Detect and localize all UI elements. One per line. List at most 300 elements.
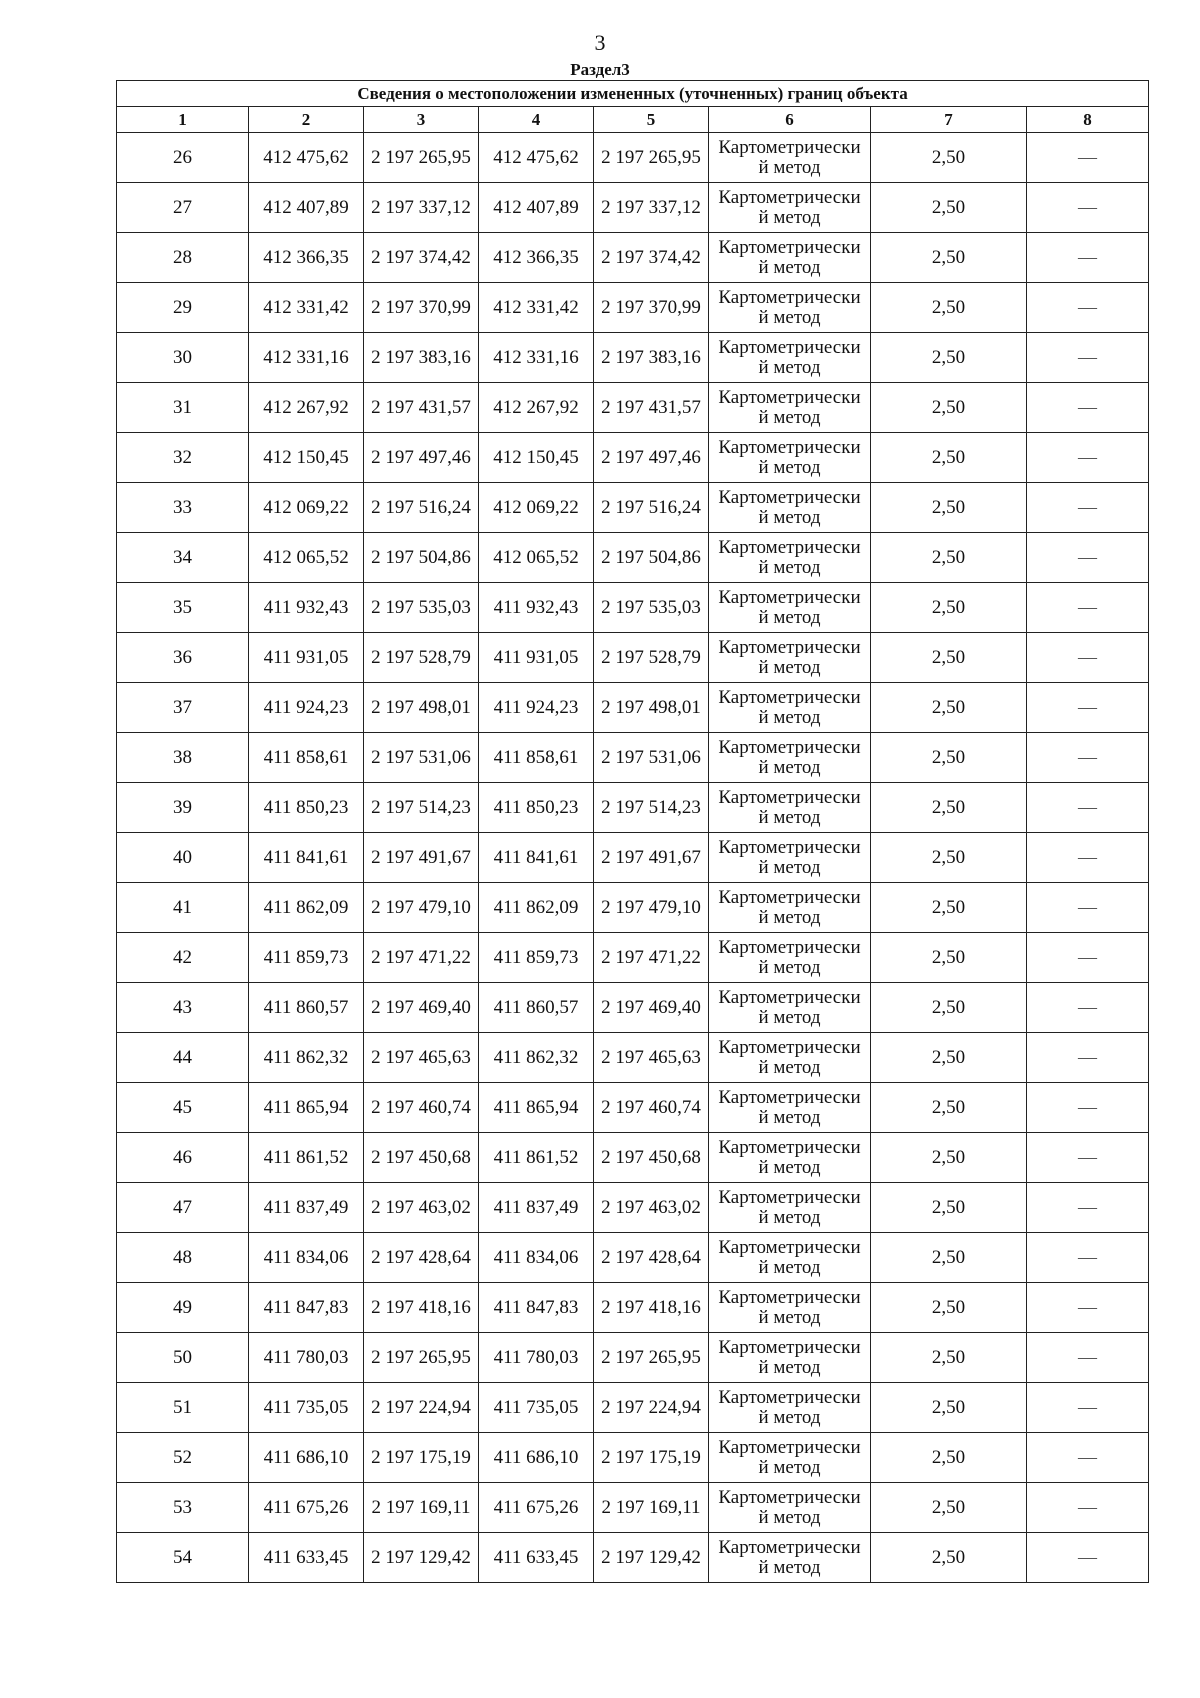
y-existing-cell: 2 197 465,63 — [364, 1033, 479, 1083]
y-refined-cell: 2 197 531,06 — [594, 733, 709, 783]
description-cell: — — [1027, 583, 1149, 633]
y-existing-cell: 2 197 531,06 — [364, 733, 479, 783]
y-refined-cell: 2 197 465,63 — [594, 1033, 709, 1083]
precision-cell: 2,50 — [871, 1233, 1027, 1283]
method-cell — [709, 333, 871, 383]
point-number-cell: 32 — [117, 433, 249, 483]
x-refined-cell: 411 847,83 — [479, 1283, 594, 1333]
y-refined-cell: 2 197 383,16 — [594, 333, 709, 383]
description-cell: — — [1027, 1133, 1149, 1183]
y-existing-cell: 2 197 528,79 — [364, 633, 479, 683]
y-existing-cell: 2 197 169,11 — [364, 1483, 479, 1533]
table-row — [117, 1433, 1149, 1483]
method-cell — [709, 133, 871, 183]
point-number-cell: 48 — [117, 1233, 249, 1283]
x-existing-cell: 412 407,89 — [249, 183, 364, 233]
column-number-row — [117, 107, 1149, 133]
y-refined-cell: 2 197 224,94 — [594, 1383, 709, 1433]
y-refined-cell: 2 197 504,86 — [594, 533, 709, 583]
method-line-1: Картометрически — [718, 1336, 861, 1358]
table-row — [117, 1183, 1149, 1233]
x-existing-cell: 411 633,45 — [249, 1533, 364, 1583]
y-existing-cell: 2 197 265,95 — [364, 1333, 479, 1383]
precision-cell: 2,50 — [871, 683, 1027, 733]
table-row — [117, 1033, 1149, 1083]
table-row — [117, 133, 1149, 183]
y-existing-cell: 2 197 431,57 — [364, 383, 479, 433]
column-header: 8 — [1027, 107, 1149, 133]
point-number-cell: 52 — [117, 1433, 249, 1483]
y-refined-cell: 2 197 497,46 — [594, 433, 709, 483]
description-cell: — — [1027, 1233, 1149, 1283]
method-cell — [709, 483, 871, 533]
y-refined-cell: 2 197 491,67 — [594, 833, 709, 883]
x-refined-cell: 411 834,06 — [479, 1233, 594, 1283]
x-existing-cell: 411 862,09 — [249, 883, 364, 933]
y-refined-cell: 2 197 428,64 — [594, 1233, 709, 1283]
method-line-1: Картометрически — [718, 1436, 861, 1458]
method-line-1: Картометрически — [718, 436, 861, 458]
method-line-1: Картометрически — [718, 1136, 861, 1158]
boundary-coordinates-table — [116, 80, 1149, 1583]
table-row — [117, 333, 1149, 383]
table-row — [117, 1333, 1149, 1383]
method-cell — [709, 1533, 871, 1583]
point-number-cell: 54 — [117, 1533, 249, 1583]
y-refined-cell: 2 197 418,16 — [594, 1283, 709, 1333]
x-existing-cell: 411 780,03 — [249, 1333, 364, 1383]
y-existing-cell: 2 197 535,03 — [364, 583, 479, 633]
y-existing-cell: 2 197 497,46 — [364, 433, 479, 483]
method-cell — [709, 1033, 871, 1083]
x-existing-cell: 411 861,52 — [249, 1133, 364, 1183]
y-refined-cell: 2 197 469,40 — [594, 983, 709, 1033]
x-existing-cell: 411 675,26 — [249, 1483, 364, 1533]
y-existing-cell: 2 197 469,40 — [364, 983, 479, 1033]
method-line-1: Картометрически — [718, 336, 861, 358]
y-existing-cell: 2 197 463,02 — [364, 1183, 479, 1233]
method-cell — [709, 183, 871, 233]
method-line-2: й метод — [758, 156, 821, 178]
y-existing-cell: 2 197 265,95 — [364, 133, 479, 183]
method-cell — [709, 1483, 871, 1533]
description-cell: — — [1027, 783, 1149, 833]
x-existing-cell: 411 924,23 — [249, 683, 364, 733]
y-refined-cell: 2 197 370,99 — [594, 283, 709, 333]
method-line-2: й метод — [758, 606, 821, 628]
x-existing-cell: 411 865,94 — [249, 1083, 364, 1133]
description-cell: — — [1027, 1033, 1149, 1083]
point-number-cell: 38 — [117, 733, 249, 783]
x-existing-cell: 412 475,62 — [249, 133, 364, 183]
x-existing-cell: 412 065,52 — [249, 533, 364, 583]
x-refined-cell: 411 924,23 — [479, 683, 594, 733]
y-refined-cell: 2 197 498,01 — [594, 683, 709, 733]
method-cell — [709, 233, 871, 283]
column-header: 2 — [249, 107, 364, 133]
description-cell: — — [1027, 733, 1149, 783]
point-number-cell: 26 — [117, 133, 249, 183]
method-line-2: й метод — [758, 856, 821, 878]
description-cell: — — [1027, 533, 1149, 583]
description-cell: — — [1027, 883, 1149, 933]
method-cell — [709, 933, 871, 983]
y-existing-cell: 2 197 129,42 — [364, 1533, 479, 1583]
y-existing-cell: 2 197 175,19 — [364, 1433, 479, 1483]
y-existing-cell: 2 197 370,99 — [364, 283, 479, 333]
section-title: Раздел3 — [570, 60, 630, 79]
x-refined-cell: 411 858,61 — [479, 733, 594, 783]
x-refined-cell: 411 850,23 — [479, 783, 594, 833]
column-header: 1 — [117, 107, 249, 133]
y-refined-cell: 2 197 175,19 — [594, 1433, 709, 1483]
point-number-cell: 44 — [117, 1033, 249, 1083]
precision-cell: 2,50 — [871, 1083, 1027, 1133]
method-line-1: Картометрически — [718, 786, 861, 808]
table-row — [117, 533, 1149, 583]
method-line-2: й метод — [758, 556, 821, 578]
table-row — [117, 833, 1149, 883]
description-cell: — — [1027, 1183, 1149, 1233]
x-existing-cell: 411 735,05 — [249, 1383, 364, 1433]
table-row — [117, 933, 1149, 983]
point-number-cell: 50 — [117, 1333, 249, 1383]
y-existing-cell: 2 197 491,67 — [364, 833, 479, 883]
table-row — [117, 1283, 1149, 1333]
table-row — [117, 433, 1149, 483]
method-cell — [709, 1333, 871, 1383]
x-existing-cell: 412 366,35 — [249, 233, 364, 283]
precision-cell: 2,50 — [871, 833, 1027, 883]
table-row — [117, 983, 1149, 1033]
method-cell — [709, 833, 871, 883]
point-number-cell: 31 — [117, 383, 249, 433]
x-refined-cell: 412 331,16 — [479, 333, 594, 383]
x-existing-cell: 411 858,61 — [249, 733, 364, 783]
method-line-1: Картометрически — [718, 686, 861, 708]
description-cell: — — [1027, 483, 1149, 533]
method-cell — [709, 283, 871, 333]
method-line-1: Картометрически — [718, 836, 861, 858]
y-refined-cell: 2 197 471,22 — [594, 933, 709, 983]
method-line-2: й метод — [758, 256, 821, 278]
method-line-1: Картометрически — [718, 986, 861, 1008]
point-number-cell: 30 — [117, 333, 249, 383]
table-row — [117, 883, 1149, 933]
precision-cell: 2,50 — [871, 1283, 1027, 1333]
y-existing-cell: 2 197 383,16 — [364, 333, 479, 383]
precision-cell: 2,50 — [871, 433, 1027, 483]
method-line-2: й метод — [758, 356, 821, 378]
precision-cell: 2,50 — [871, 483, 1027, 533]
y-refined-cell: 2 197 528,79 — [594, 633, 709, 683]
method-line-1: Картометрически — [718, 1186, 861, 1208]
method-line-1: Картометрически — [718, 1236, 861, 1258]
description-cell: — — [1027, 333, 1149, 383]
method-cell — [709, 1283, 871, 1333]
y-refined-cell: 2 197 374,42 — [594, 233, 709, 283]
x-refined-cell: 411 735,05 — [479, 1383, 594, 1433]
point-number-cell: 39 — [117, 783, 249, 833]
precision-cell: 2,50 — [871, 1383, 1027, 1433]
point-number-cell: 35 — [117, 583, 249, 633]
method-line-2: й метод — [758, 1356, 821, 1378]
method-line-1: Картометрически — [718, 236, 861, 258]
y-existing-cell: 2 197 514,23 — [364, 783, 479, 833]
method-line-1: Картометрически — [718, 286, 861, 308]
description-cell: — — [1027, 1533, 1149, 1583]
table-row — [117, 1383, 1149, 1433]
point-number-cell: 53 — [117, 1483, 249, 1533]
x-refined-cell: 412 475,62 — [479, 133, 594, 183]
x-refined-cell: 411 931,05 — [479, 633, 594, 683]
y-existing-cell: 2 197 504,86 — [364, 533, 479, 583]
precision-cell: 2,50 — [871, 183, 1027, 233]
y-refined-cell: 2 197 337,12 — [594, 183, 709, 233]
point-number-cell: 29 — [117, 283, 249, 333]
x-refined-cell: 411 860,57 — [479, 983, 594, 1033]
method-cell — [709, 1133, 871, 1183]
y-existing-cell: 2 197 418,16 — [364, 1283, 479, 1333]
precision-cell: 2,50 — [871, 233, 1027, 283]
x-existing-cell: 411 850,23 — [249, 783, 364, 833]
method-line-1: Картометрически — [718, 586, 861, 608]
table-row — [117, 1233, 1149, 1283]
precision-cell: 2,50 — [871, 1183, 1027, 1233]
method-cell — [709, 533, 871, 583]
y-refined-cell: 2 197 463,02 — [594, 1183, 709, 1233]
x-existing-cell: 412 267,92 — [249, 383, 364, 433]
x-existing-cell: 411 834,06 — [249, 1233, 364, 1283]
column-header: 4 — [479, 107, 594, 133]
method-line-1: Картометрически — [718, 386, 861, 408]
method-cell — [709, 583, 871, 633]
x-refined-cell: 412 366,35 — [479, 233, 594, 283]
x-existing-cell: 412 150,45 — [249, 433, 364, 483]
precision-cell: 2,50 — [871, 633, 1027, 683]
y-refined-cell: 2 197 169,11 — [594, 1483, 709, 1533]
point-number-cell: 49 — [117, 1283, 249, 1333]
method-cell — [709, 433, 871, 483]
method-cell — [709, 983, 871, 1033]
table-row — [117, 583, 1149, 633]
description-cell: — — [1027, 1083, 1149, 1133]
method-cell — [709, 383, 871, 433]
method-line-1: Картометрически — [718, 536, 861, 558]
y-existing-cell: 2 197 428,64 — [364, 1233, 479, 1283]
description-cell: — — [1027, 183, 1149, 233]
method-line-2: й метод — [758, 306, 821, 328]
description-cell: — — [1027, 1433, 1149, 1483]
x-refined-cell: 411 780,03 — [479, 1333, 594, 1383]
method-line-2: й метод — [758, 806, 821, 828]
table-row — [117, 783, 1149, 833]
description-cell: — — [1027, 683, 1149, 733]
x-refined-cell: 411 932,43 — [479, 583, 594, 633]
x-refined-cell: 412 331,42 — [479, 283, 594, 333]
method-line-2: й метод — [758, 706, 821, 728]
page-number: 3 — [594, 30, 606, 55]
point-number-cell: 36 — [117, 633, 249, 683]
method-cell — [709, 1233, 871, 1283]
method-line-2: й метод — [758, 406, 821, 428]
description-cell: — — [1027, 1283, 1149, 1333]
x-existing-cell: 411 862,32 — [249, 1033, 364, 1083]
description-cell: — — [1027, 983, 1149, 1033]
description-cell: — — [1027, 133, 1149, 183]
table-row — [117, 1133, 1149, 1183]
y-refined-cell: 2 197 460,74 — [594, 1083, 709, 1133]
y-refined-cell: 2 197 535,03 — [594, 583, 709, 633]
point-number-cell: 45 — [117, 1083, 249, 1133]
x-refined-cell: 411 859,73 — [479, 933, 594, 983]
x-refined-cell: 412 069,22 — [479, 483, 594, 533]
table-caption: Сведения о местоположении измененных (уточненных) границ объекта — [117, 81, 1149, 107]
method-line-1: Картометрически — [718, 1036, 861, 1058]
table-row — [117, 383, 1149, 433]
method-line-2: й метод — [758, 1206, 821, 1228]
x-existing-cell: 412 331,16 — [249, 333, 364, 383]
method-line-2: й метод — [758, 1056, 821, 1078]
method-line-1: Картометрически — [718, 736, 861, 758]
method-line-2: й метод — [758, 1406, 821, 1428]
table-row — [117, 283, 1149, 333]
method-line-2: й метод — [758, 956, 821, 978]
description-cell: — — [1027, 833, 1149, 883]
table-row — [117, 1083, 1149, 1133]
precision-cell: 2,50 — [871, 1433, 1027, 1483]
precision-cell: 2,50 — [871, 1333, 1027, 1383]
description-cell: — — [1027, 633, 1149, 683]
y-existing-cell: 2 197 224,94 — [364, 1383, 479, 1433]
x-refined-cell: 411 837,49 — [479, 1183, 594, 1233]
point-number-cell: 37 — [117, 683, 249, 733]
point-number-cell: 28 — [117, 233, 249, 283]
description-cell: — — [1027, 1483, 1149, 1533]
point-number-cell: 43 — [117, 983, 249, 1033]
method-cell — [709, 1183, 871, 1233]
point-number-cell: 33 — [117, 483, 249, 533]
method-line-1: Картометрически — [718, 936, 861, 958]
y-existing-cell: 2 197 479,10 — [364, 883, 479, 933]
table-row — [117, 1483, 1149, 1533]
method-line-1: Картометрически — [718, 1286, 861, 1308]
column-header: 3 — [364, 107, 479, 133]
table-row — [117, 233, 1149, 283]
method-line-1: Картометрически — [718, 1486, 861, 1508]
method-line-2: й метод — [758, 756, 821, 778]
precision-cell: 2,50 — [871, 983, 1027, 1033]
y-refined-cell: 2 197 265,95 — [594, 1333, 709, 1383]
precision-cell: 2,50 — [871, 383, 1027, 433]
x-refined-cell: 412 065,52 — [479, 533, 594, 583]
method-line-1: Картометрически — [718, 1536, 861, 1558]
description-cell: — — [1027, 1333, 1149, 1383]
method-line-2: й метод — [758, 1306, 821, 1328]
method-cell — [709, 883, 871, 933]
precision-cell: 2,50 — [871, 1533, 1027, 1583]
precision-cell: 2,50 — [871, 583, 1027, 633]
x-refined-cell: 411 865,94 — [479, 1083, 594, 1133]
method-cell — [709, 683, 871, 733]
description-cell: — — [1027, 283, 1149, 333]
x-refined-cell: 412 407,89 — [479, 183, 594, 233]
method-line-1: Картометрически — [718, 886, 861, 908]
y-refined-cell: 2 197 516,24 — [594, 483, 709, 533]
y-refined-cell: 2 197 514,23 — [594, 783, 709, 833]
precision-cell: 2,50 — [871, 783, 1027, 833]
description-cell: — — [1027, 233, 1149, 283]
method-cell — [709, 733, 871, 783]
column-header: 7 — [871, 107, 1027, 133]
point-number-cell: 42 — [117, 933, 249, 983]
method-cell — [709, 1383, 871, 1433]
method-line-2: й метод — [758, 206, 821, 228]
y-refined-cell: 2 197 479,10 — [594, 883, 709, 933]
point-number-cell: 51 — [117, 1383, 249, 1433]
point-number-cell: 40 — [117, 833, 249, 883]
y-refined-cell: 2 197 431,57 — [594, 383, 709, 433]
y-existing-cell: 2 197 460,74 — [364, 1083, 479, 1133]
x-existing-cell: 411 841,61 — [249, 833, 364, 883]
table-row — [117, 483, 1149, 533]
precision-cell: 2,50 — [871, 133, 1027, 183]
method-line-2: й метод — [758, 1006, 821, 1028]
x-existing-cell: 411 931,05 — [249, 633, 364, 683]
method-cell — [709, 1083, 871, 1133]
x-existing-cell: 411 932,43 — [249, 583, 364, 633]
method-line-1: Картометрически — [718, 636, 861, 658]
y-existing-cell: 2 197 471,22 — [364, 933, 479, 983]
description-cell: — — [1027, 433, 1149, 483]
table-row — [117, 1533, 1149, 1583]
method-cell — [709, 783, 871, 833]
column-header: 6 — [709, 107, 871, 133]
precision-cell: 2,50 — [871, 1483, 1027, 1533]
precision-cell: 2,50 — [871, 1133, 1027, 1183]
x-existing-cell: 411 686,10 — [249, 1433, 364, 1483]
table-body — [117, 133, 1149, 1583]
description-cell: — — [1027, 383, 1149, 433]
precision-cell: 2,50 — [871, 933, 1027, 983]
method-cell — [709, 633, 871, 683]
precision-cell: 2,50 — [871, 333, 1027, 383]
description-cell: — — [1027, 933, 1149, 983]
method-cell — [709, 1433, 871, 1483]
precision-cell: 2,50 — [871, 283, 1027, 333]
x-refined-cell: 411 675,26 — [479, 1483, 594, 1533]
x-existing-cell: 412 331,42 — [249, 283, 364, 333]
method-line-2: й метод — [758, 906, 821, 928]
x-refined-cell: 411 861,52 — [479, 1133, 594, 1183]
method-line-2: й метод — [758, 1106, 821, 1128]
x-refined-cell: 411 841,61 — [479, 833, 594, 883]
point-number-cell: 47 — [117, 1183, 249, 1233]
point-number-cell: 41 — [117, 883, 249, 933]
y-refined-cell: 2 197 129,42 — [594, 1533, 709, 1583]
x-existing-cell: 412 069,22 — [249, 483, 364, 533]
y-existing-cell: 2 197 516,24 — [364, 483, 479, 533]
x-existing-cell: 411 860,57 — [249, 983, 364, 1033]
table-row — [117, 683, 1149, 733]
x-existing-cell: 411 847,83 — [249, 1283, 364, 1333]
precision-cell: 2,50 — [871, 733, 1027, 783]
point-number-cell: 27 — [117, 183, 249, 233]
column-header: 5 — [594, 107, 709, 133]
x-refined-cell: 412 150,45 — [479, 433, 594, 483]
table-row — [117, 633, 1149, 683]
point-number-cell: 34 — [117, 533, 249, 583]
